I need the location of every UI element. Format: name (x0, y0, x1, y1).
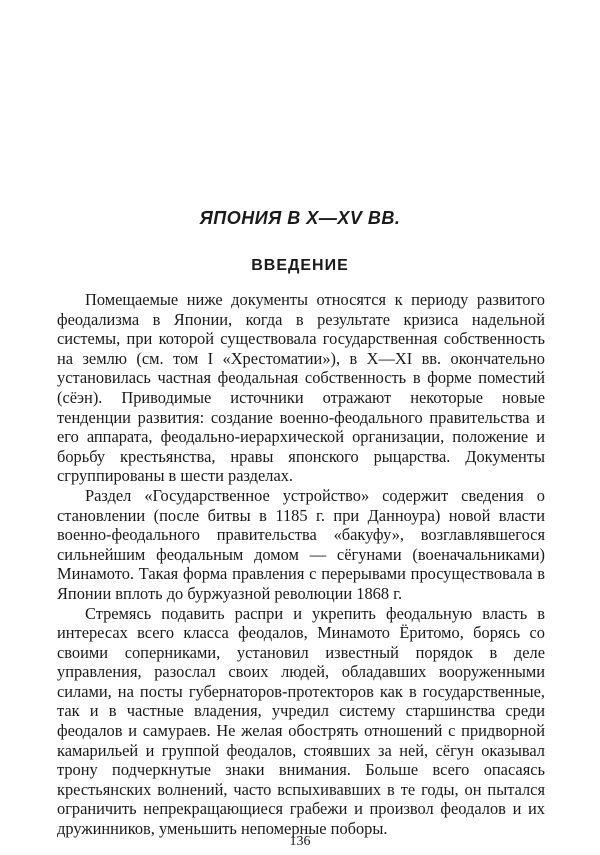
body-text (57, 290, 545, 839)
section-heading: ВВЕДЕНИЕ (251, 257, 349, 274)
chapter-title: ЯПОНИЯ В X—XV ВВ. (199, 208, 401, 228)
paragraph-state-structure: Раздел «Государственное устройство» содержит сведения о становлении (после битвы в 1185 г. при Данноура) новой власти военно-феодального правительства «бакуфу», возглавлявшегося сильнейшим феодальным домом — сёгунами (военачальниками) Минамото. Такая форма правления с перерывами просуществовала в Японии вплоть до буржуазной революции 1868 г. (57, 485, 545, 603)
page-number: 136 (289, 834, 311, 849)
paragraph-minamoto: Стремясь подавить распри и укрепить феодальную власть в интересах всего класса феодалов, Минамото Ёритомо, борясь со своими соперниками, установил известный порядок в деле управления, разослал своих людей, обладавших вооруженными силами, на посты губернаторов-протекторов как в государственные, так и в частные владения, учредил систему старшинства среди феодалов и самураев. Не желая обострять отношений с придворной камарильей и группой феодалов, стоявших за ней, сёгун оказывал трону подчеркнутые знаки внимания. Больше всего опасаясь крестьянских волнений, часто вспыхивавших в те годы, он пытался ограничить непрекращающиеся грабежи и произвол феодалов и их дружинников, уменьшить непомерные поборы. (57, 603, 545, 839)
paragraph-intro: Помещаемые ниже документы относятся к периоду развитого феодализма в Японии, когда в результате кризиса надельной системы, при которой существовала государственная собственность на землю (см. том I «Хрестоматии»), в X—XI вв. окончательно установилась частная феодальная собственность в форме поместий (сёэн). Приводимые источники отражают некоторые новые тенденции развития: создание военно-феодального правительства и его аппарата, феодально-иерархической организации, положение и борьбу крестьянства, нравы японского рыцарства. Документы сгруппированы в шести разделах. (57, 290, 545, 486)
